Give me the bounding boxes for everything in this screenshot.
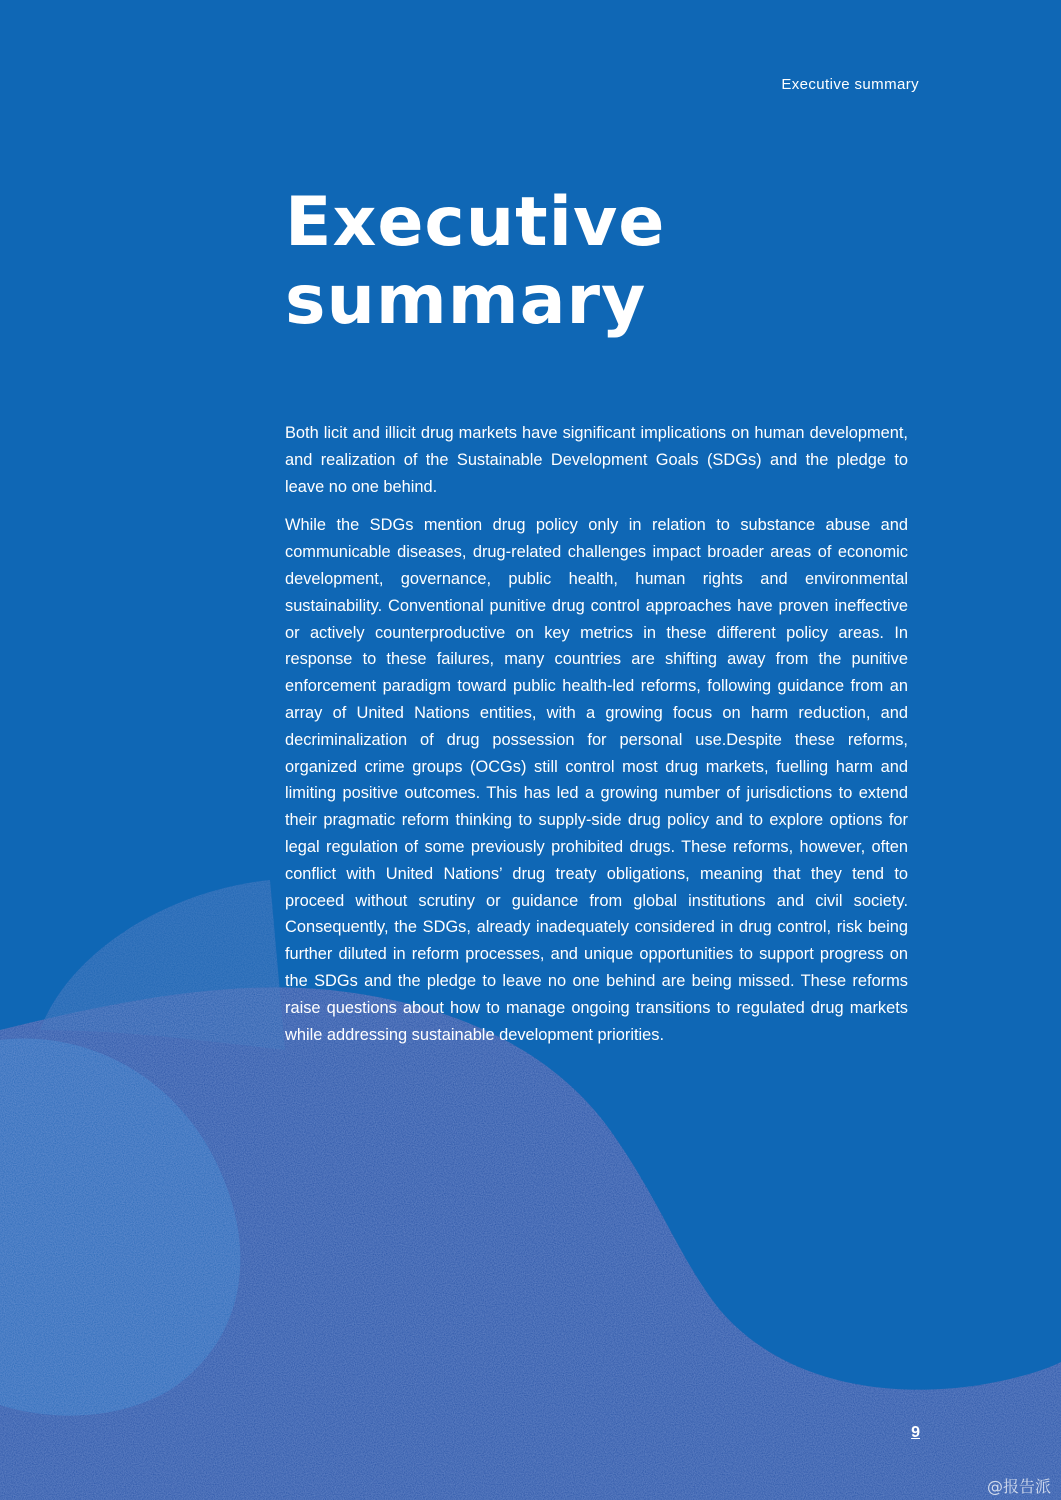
page-number: 9 (911, 1424, 920, 1441)
watermark: @报告派 (986, 1477, 1051, 1496)
paragraph-intro: Both licit and illicit drug markets have significant implications on human development, and realization of the Sustainable Development Goals (SDGs) and the pledge to leave no one behind. (285, 424, 908, 496)
page-title (285, 184, 665, 340)
running-header: Executive summary (781, 76, 919, 93)
upper-arc-shape (40, 880, 285, 1050)
page-title-line-2: summary (285, 261, 647, 340)
page-title-line-1: Executive (285, 183, 666, 262)
paragraph-main: While the SDGs mention drug policy only in relation to substance abuse and communicable diseases, drug-related challenges impact broader areas of economic development, governance, public health, human rights and environmental sustainability. Conventional punitive drug control approaches have proven ineffective or actively counterproductive on key metrics in these different policy areas. In response to these failures, many countries are shifting away from the punitive enforcement paradigm toward public health-led reforms, following guidance from an array of United Nations entities, with a growing focus on harm reduction, and decriminalization of drug possession for personal use.Despite these reforms, organized crime groups (OCGs) still control most drug markets, fuelling harm and limiting positive outcomes. This has led a growing number of jurisdictions to extend their pragmatic reform thinking to supply-side drug policy and to explore options for legal regulation of some previously prohibited drugs. These reforms, however, often conflict with United Nations’ drug treaty obligations, meaning that they tend to proceed without scrutiny or guidance from global institutions and civil society. Consequently, the SDGs, already inadequately considered in drug control, risk being further diluted in reform processes, and unique opportunities to support progress on the SDGs and the pledge to leave no one behind are being missed. These reforms raise questions about how to manage ongoing transitions to regulated drug markets while addressing sustainable development priorities. (285, 516, 908, 1044)
body-text (285, 420, 908, 1060)
